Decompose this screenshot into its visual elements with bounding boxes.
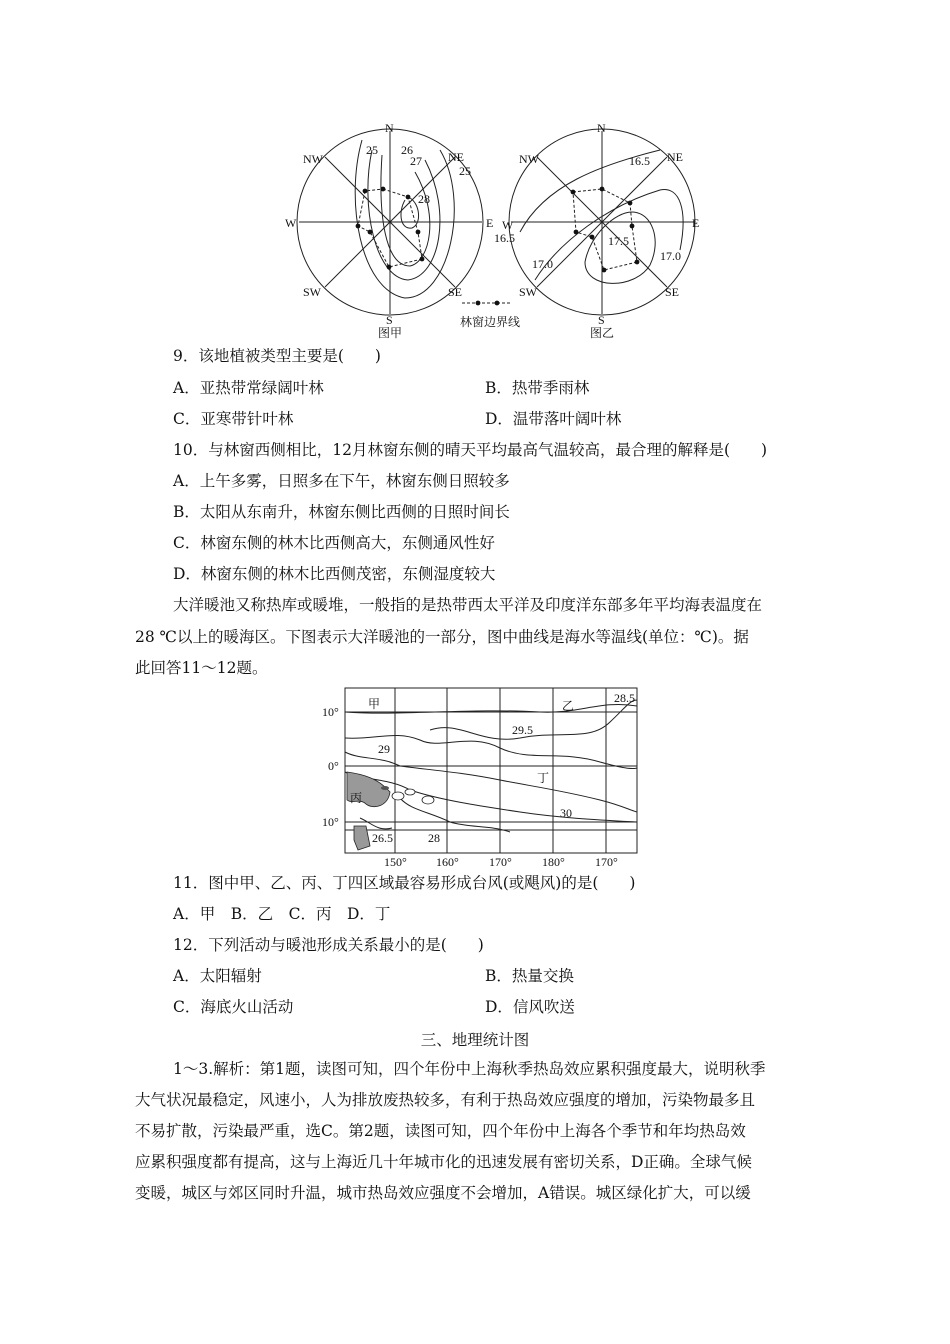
right-dir-e: E: [692, 216, 700, 230]
lat-label: 10°: [322, 815, 339, 829]
right-dir-s: S: [598, 313, 605, 327]
q12-option-c: C．海底火山活动: [173, 998, 294, 1016]
analysis-line: 不易扩散，污染最严重，选C。第2题，读图可知，四个年份中上海各个季节和年均热岛效: [135, 1122, 746, 1140]
right-isoline-label: 16.5: [494, 231, 515, 245]
isotherm-label: 29.5: [512, 723, 533, 737]
left-isoline-label: 26: [401, 143, 413, 157]
analysis-line: 变暖，城区与郊区同时升温，城市热岛效应强度不会增加，A错误。城区绿化扩大，可以缓: [135, 1184, 751, 1202]
right-isoline-label: 17.5: [608, 234, 629, 248]
left-dir-e: E: [486, 216, 494, 230]
q12-option-b: B．热量交换: [485, 967, 574, 985]
right-dir-n: N: [597, 121, 606, 135]
passage-line: 大洋暖池又称热库或暖堆，一般指的是热带西太平洋及印度洋东部多年平均海表温度在: [173, 596, 763, 614]
left-isoline-label: 28: [418, 192, 430, 206]
right-isoline-label: 17.0: [660, 249, 681, 263]
isotherm-label: 26.5: [372, 831, 393, 845]
warm-pool-map: [315, 682, 645, 872]
polar-diagrams-figure: [280, 115, 700, 345]
lon-label: 150°: [384, 855, 407, 869]
legend-label: 林窗边界线: [460, 315, 521, 329]
isotherm-label: 28.5: [614, 691, 635, 705]
left-isoline-label: 27: [410, 154, 422, 168]
isotherm-label: 30: [560, 806, 572, 820]
q9-stem: 9．该地植被类型主要是( ): [173, 347, 381, 365]
q10-option-b: B．太阳从东南升，林窗东侧比西侧的日照时间长: [173, 503, 510, 521]
q9-option-a: A．亚热带常绿阔叶林: [173, 379, 324, 397]
passage-line: 此回答11～12题。: [135, 659, 268, 677]
left-caption: 图甲: [378, 326, 403, 340]
analysis-line: 1～3.解析：第1题，读图可知，四个年份中上海秋季热岛效应累积强度最大，说明秋季: [173, 1060, 766, 1078]
region-label-jia: 甲: [368, 697, 381, 711]
q10-option-c: C．林窗东侧的林木比西侧高大，东侧通风性好: [173, 534, 495, 552]
q10-stem: 10．与林窗西侧相比，12月林窗东侧的晴天平均最高气温较高，最合理的解释是( ): [173, 441, 768, 459]
left-dir-sw: SW: [303, 285, 321, 299]
right-dir-sw: SW: [519, 285, 537, 299]
left-dir-s: S: [386, 313, 393, 327]
lon-label: 170°: [595, 855, 618, 869]
right-dir-w: W: [502, 218, 514, 232]
q12-option-d: D．信风吹送: [485, 998, 575, 1016]
left-dir-se: SE: [448, 285, 463, 299]
q10-option-d: D．林窗东侧的林木比西侧茂密，东侧湿度较大: [173, 565, 496, 583]
right-caption: 图乙: [590, 326, 615, 340]
passage-line: 28 ℃以上的暖海区。下图表示大洋暖池的一部分，图中曲线是海水等温线(单位：℃)。据: [135, 628, 749, 646]
q11-stem: 11．图中甲、乙、丙、丁四区域最容易形成台风(或飓风)的是( ): [173, 874, 636, 892]
right-dir-nw: NW: [519, 152, 539, 166]
right-isoline-label: 16.5: [629, 154, 650, 168]
right-dir-ne: NE: [667, 150, 683, 164]
q12-stem: 12．下列活动与暖池形成关系最小的是( ): [173, 936, 484, 954]
isotherm-label: 29: [378, 742, 390, 756]
left-dir-w: W: [285, 216, 297, 230]
left-dir-nw: NW: [303, 152, 323, 166]
left-dir-ne: NE: [448, 150, 464, 164]
lat-label: 0°: [328, 759, 339, 773]
q9-option-b: B．热带季雨林: [485, 379, 590, 397]
q9-option-c: C．亚寒带针叶林: [173, 410, 294, 428]
left-isoline-label: 25: [366, 143, 378, 157]
analysis-line: 大气状况最稳定，风速小，人为排放废热较多，有利于热岛效应强度的增加，污染物最多且: [135, 1091, 756, 1109]
q9-option-d: D．温带落叶阔叶林: [485, 410, 622, 428]
region-label-ding: 丁: [537, 771, 550, 785]
q10-option-a: A．上午多雾，日照多在下午，林窗东侧日照较多: [173, 472, 510, 490]
left-dir-n: N: [385, 121, 394, 135]
region-label-yi: 乙: [562, 699, 575, 713]
right-isoline-label: 17.0: [532, 257, 553, 271]
right-dir-se: SE: [665, 285, 680, 299]
region-label-bing: 丙: [350, 791, 363, 805]
q12-option-a: A．太阳辐射: [173, 967, 262, 985]
section-heading: 三、地理统计图: [420, 1031, 530, 1049]
lon-label: 160°: [436, 855, 459, 869]
lon-label: 170°: [489, 855, 512, 869]
analysis-line: 应累积强度都有提高，这与上海近几十年城市化的迅速发展有密切关系，D正确。全球气候: [135, 1153, 752, 1171]
lat-label: 10°: [322, 705, 339, 719]
q11-options: A．甲 B．乙 C．丙 D．丁: [173, 905, 391, 923]
lon-label: 180°: [542, 855, 565, 869]
isotherm-label: 28: [428, 831, 440, 845]
left-isoline-label: 25: [459, 164, 471, 178]
